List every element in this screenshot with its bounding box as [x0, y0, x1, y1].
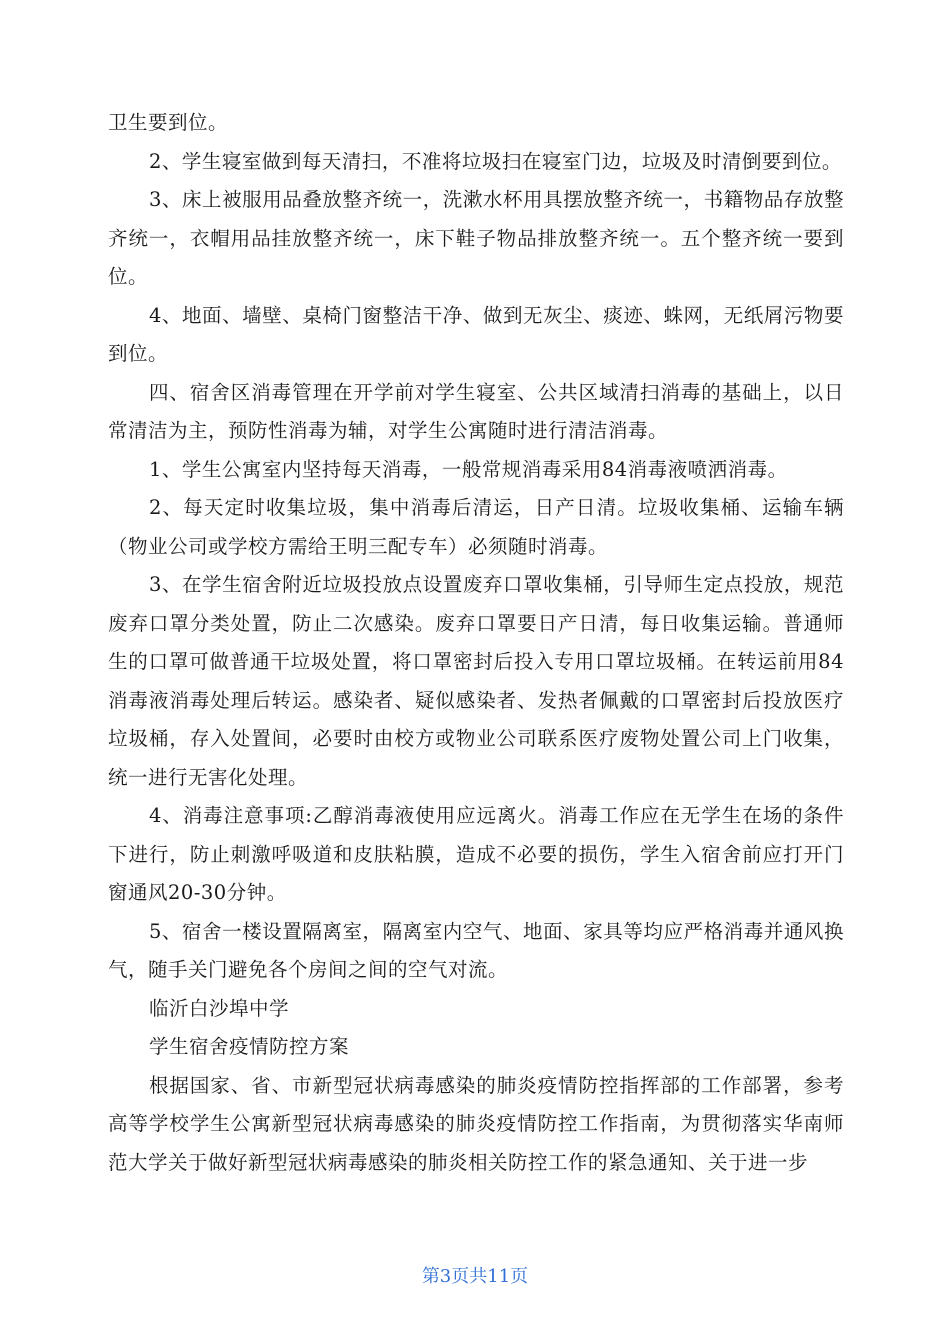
school-name: 临沂白沙埠中学: [148, 996, 289, 1020]
paragraph: 3、床上被服用品叠放整齐统一，洗漱水杯用具摆放整齐统一，书籍物品存放整齐统一，衣帽用品挂放整齐统一，床下鞋子物品排放整齐统一。五个整齐统一要到位。: [108, 188, 844, 288]
paragraph: 2、每天定时收集垃圾，集中消毒后清运，日产日清。垃圾收集桶、运输车辆（物业公司或学校方需给王明三配专车）必须随时消毒。: [108, 496, 844, 558]
paragraph: 3、在学生宿舍附近垃圾投放点设置废弃口罩收集桶，引导师生定点投放，规范废弃口罩分类处置，防止二次感染。废弃口罩要日产日清，每日收集运输。普通师生的口罩可做普通干垃圾处置，将口罩密封后投入专用口罩垃圾桶。在转运前用84消毒液消毒处理后转运。感染者、疑似感染者、发热者佩戴的口罩密封后投放医疗垃圾桶，存入处置间，必要时由校方或物业公司联系医疗废物处置公司上门收集，统一进行无害化处理。: [108, 573, 844, 789]
paragraph: 1、学生公寓室内坚持每天消毒，一般常规消毒采用84消毒液喷洒消毒。: [148, 457, 788, 481]
paragraph: 2、学生寝室做到每天清扫，不准将垃圾扫在寝室门边，垃圾及时清倒要到位。: [148, 149, 842, 173]
document-body: [108, 104, 844, 1182]
section-title: 学生宿舍疫情防控方案: [148, 1035, 349, 1058]
paragraph: 5、宿舍一楼设置隔离室，隔离室内空气、地面、家具等均应严格消毒并通风换气，随手关门避免各个房间之间的空气对流。: [108, 919, 844, 981]
paragraph: 根据国家、省、市新型冠状病毒感染的肺炎疫情防控指挥部的工作部署，参考高等学校学生公寓新型冠状病毒感染的肺炎疫情防控工作指南，为贯彻落实华南师范大学关于做好新型冠状病毒感染的肺炎相关防控工作的紧急通知、关于进一步: [108, 1073, 844, 1174]
paragraph: 4、消毒注意事项:乙醇消毒液使用应远离火。消毒工作应在无学生在场的条件下进行，防止刺激呼吸道和皮肤粘膜，造成不必要的损伤，学生入宿舍前应打开门窗通风20-30分钟。: [108, 804, 844, 904]
paragraph: 4、地面、墙壁、桌椅门窗整洁干净、做到无灰尘、痰迹、蛛网，无纸屑污物要到位。: [108, 303, 844, 365]
paragraph: 卫生要到位。: [108, 111, 229, 134]
paragraph: 四、宿舍区消毒管理在开学前对学生寝室、公共区域清扫消毒的基础上，以日常清洁为主，预防性消毒为辅，对学生公寓随时进行清洁消毒。: [108, 380, 844, 442]
page-number: 第3页共11页: [421, 1266, 529, 1287]
